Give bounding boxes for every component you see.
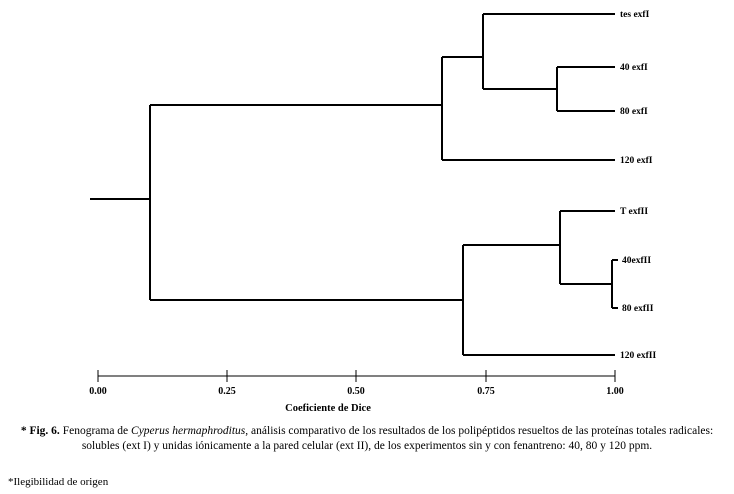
leaf-label: T exfII [620, 207, 649, 217]
leaf-label: 40exfII [622, 256, 652, 266]
leaf-label: 80 exfII [622, 304, 654, 314]
caption-text-before: Fenograma de [59, 425, 132, 437]
leaf-label: tes exfI [620, 10, 650, 20]
x-axis-title-wrap [0, 398, 734, 416]
figure-label: * Fig. 6. [20, 425, 60, 437]
x-tick-label: 1.00 [606, 386, 624, 397]
x-tick-label: 0.75 [477, 386, 495, 397]
figure-caption [10, 424, 724, 454]
leaf-labels [620, 10, 656, 361]
footnote: *Ilegibilidad de origen [8, 476, 109, 488]
x-axis-title: Coeficiente de Dice [285, 403, 371, 414]
x-axis [89, 370, 624, 397]
caption-text-after: , análisis comparativo de los resultados de los polipéptidos resueltos de las proteínas totales radicales: solubles (ext I) y unidas iónicamente a la pared celular (ext II), de los experimentos sin y con fenantreno: 40, 80 y 120 ppm. [81, 425, 714, 452]
x-tick-label: 0.25 [218, 386, 236, 397]
tree-branches [90, 14, 618, 355]
x-tick-label: 0.50 [347, 386, 365, 397]
x-tick-label: 0.00 [89, 386, 107, 397]
leaf-label: 80 exfI [620, 107, 648, 117]
leaf-label: 120 exfII [620, 351, 657, 361]
leaf-label: 120 exfI [620, 156, 653, 166]
leaf-label: 40 exfI [620, 63, 648, 73]
species-name: Cyperus hermaphroditus [131, 425, 246, 437]
